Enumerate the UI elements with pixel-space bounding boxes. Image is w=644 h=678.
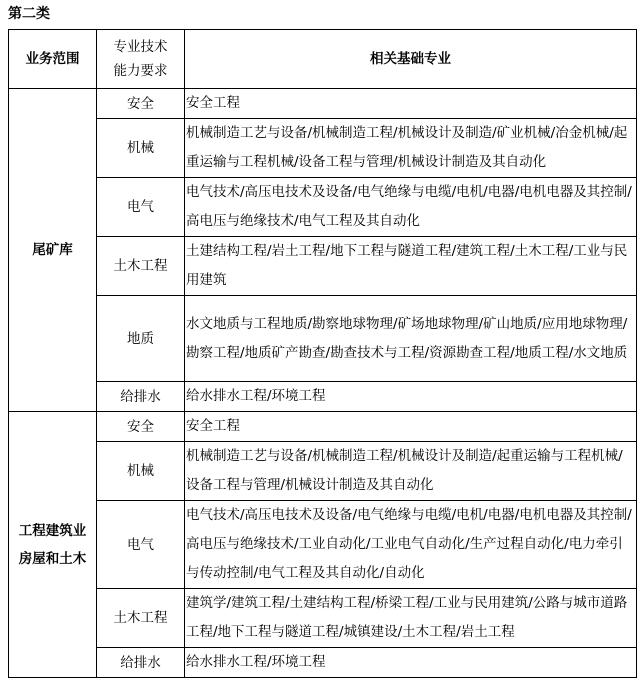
header-business-scope: 业务范围 — [9, 30, 97, 89]
ability-cell: 安全 — [97, 412, 185, 442]
ability-cell: 电气 — [97, 178, 185, 237]
majors-cell: 安全工程 — [185, 89, 637, 119]
ability-cell: 地质 — [97, 296, 185, 382]
table-row — [9, 442, 637, 501]
category-cell: 尾矿库 — [9, 89, 97, 412]
majors-cell: 安全工程 — [185, 412, 637, 442]
majors-cell: 给水排水工程/环境工程 — [185, 648, 637, 678]
majors-cell: 土建结构工程/岩土工程/地下工程与隧道工程/建筑工程/土木工程/工业与民用建筑 — [185, 237, 637, 296]
table-row — [9, 382, 637, 412]
qualification-table — [8, 29, 637, 678]
table-row — [9, 412, 637, 442]
table-header-row — [9, 30, 637, 89]
ability-cell: 机械 — [97, 119, 185, 178]
table-row — [9, 589, 637, 648]
ability-cell: 给排水 — [97, 382, 185, 412]
table-row — [9, 178, 637, 237]
table-row — [9, 501, 637, 589]
ability-cell: 电气 — [97, 501, 185, 589]
majors-cell: 机械制造工艺与设备/机械制造工程/机械设计及制造/起重运输与工程机械/设备工程与管理/机械设计制造及其自动化 — [185, 442, 637, 501]
majors-cell: 电气技术/高压电技术及设备/电气绝缘与电缆/电机/电器/电机电器及其控制/高电压与绝缘技术/工业自动化/工业电气自动化/生产过程自动化/电力牵引与传动控制/电气工程及其自动化/自动化 — [185, 501, 637, 589]
table-row — [9, 119, 637, 178]
ability-cell: 土木工程 — [97, 237, 185, 296]
table-row — [9, 648, 637, 678]
ability-cell: 机械 — [97, 442, 185, 501]
table-row — [9, 296, 637, 382]
majors-cell: 建筑学/建筑工程/土建结构工程/桥梁工程/工业与民用建筑/公路与城市道路工程/地下工程与隧道工程/城镇建设/土木工程/岩土工程 — [185, 589, 637, 648]
table-row — [9, 237, 637, 296]
ability-cell: 安全 — [97, 89, 185, 119]
majors-cell: 电气技术/高压电技术及设备/电气绝缘与电缆/电机/电器/电机电器及其控制/高电压与绝缘技术/电气工程及其自动化 — [185, 178, 637, 237]
majors-cell: 给水排水工程/环境工程 — [185, 382, 637, 412]
category-cell: 工程建筑业房屋和土木 — [9, 412, 97, 678]
ability-cell: 给排水 — [97, 648, 185, 678]
header-ability-requirement: 专业技术能力要求 — [97, 30, 185, 89]
majors-cell: 机械制造工艺与设备/机械制造工程/机械设计及制造/矿业机械/冶金机械/起重运输与工程机械/设备工程与管理/机械设计制造及其自动化 — [185, 119, 637, 178]
table-row — [9, 89, 637, 119]
majors-cell: 水文地质与工程地质/勘察地球物理/矿场地球物理/矿山地质/应用地球物理/勘察工程/地质矿产勘查/勘查技术与工程/资源勘查工程/地质工程/水文地质 — [185, 296, 637, 382]
header-related-majors: 相关基础专业 — [185, 30, 637, 89]
section-heading: 第二类 — [8, 6, 50, 22]
ability-cell: 土木工程 — [97, 589, 185, 648]
